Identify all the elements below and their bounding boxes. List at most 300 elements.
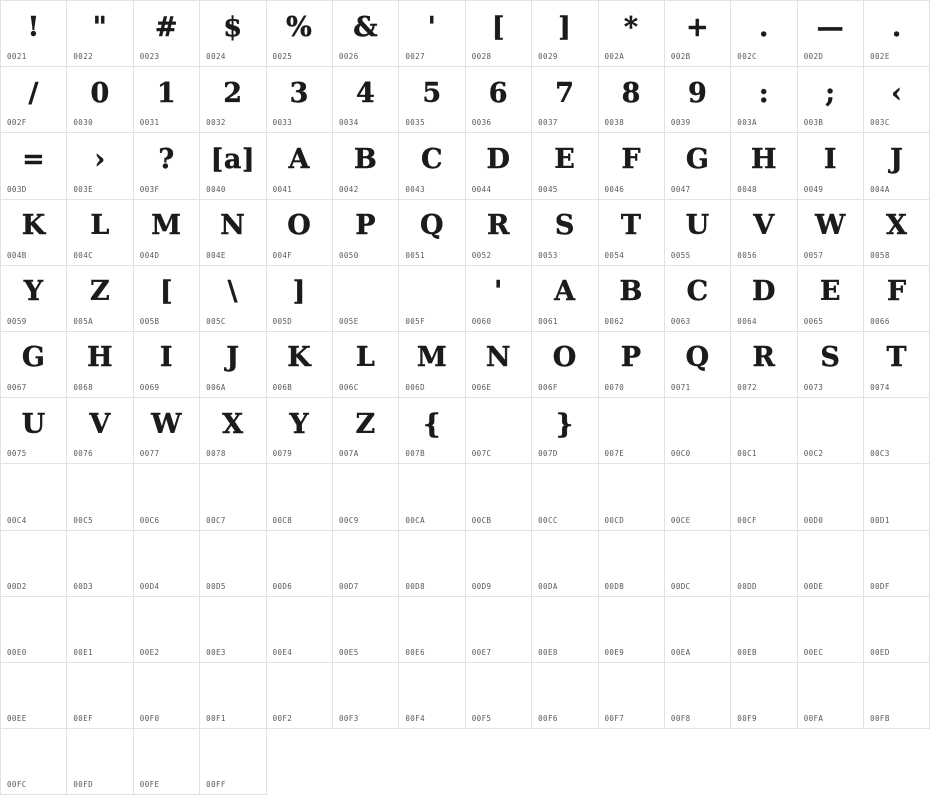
glyph-cell[interactable] <box>466 1 532 67</box>
glyph-codepoint: 0064 <box>737 316 757 326</box>
glyph-cell[interactable] <box>134 663 200 729</box>
glyph-cell[interactable] <box>200 663 266 729</box>
glyph-cell[interactable] <box>134 133 200 199</box>
glyph-codepoint: 00DE <box>803 581 824 591</box>
glyph-cell[interactable] <box>532 133 598 199</box>
glyph-preview: 5 <box>422 77 442 109</box>
glyph-codepoint: 0051 <box>405 250 426 260</box>
glyph-preview: P <box>620 342 642 374</box>
glyph-codepoint: 0023 <box>139 52 160 62</box>
glyph-cell[interactable] <box>532 398 598 464</box>
glyph-codepoint: 003A <box>737 118 757 128</box>
glyph-preview: E <box>554 143 576 175</box>
glyph-codepoint: 0048 <box>737 184 757 194</box>
glyph-cell[interactable] <box>333 1 399 67</box>
glyph-codepoint: 0052 <box>471 250 492 260</box>
glyph-codepoint: 0042 <box>338 184 359 194</box>
glyph-preview: E <box>819 276 841 308</box>
glyph-cell[interactable] <box>200 133 266 199</box>
glyph-preview: G <box>21 342 46 374</box>
glyph-cell[interactable] <box>665 531 731 597</box>
glyph-cell[interactable] <box>267 332 333 398</box>
glyph-cell[interactable] <box>134 200 200 266</box>
glyph-cell[interactable] <box>267 597 333 663</box>
glyph-cell[interactable] <box>532 464 598 530</box>
glyph-codepoint: 0067 <box>7 383 27 393</box>
glyph-codepoint: 0075 <box>7 449 27 459</box>
glyph-cell[interactable] <box>864 266 930 332</box>
glyph-codepoint: 00ED <box>870 647 890 657</box>
glyph-preview: U <box>685 210 710 242</box>
glyph-preview: O <box>552 342 577 374</box>
glyph-cell[interactable] <box>665 200 731 266</box>
glyph-cell[interactable] <box>67 67 133 133</box>
glyph-cell[interactable] <box>333 597 399 663</box>
glyph-cell[interactable] <box>731 133 797 199</box>
glyph-codepoint: 0061 <box>538 316 558 326</box>
glyph-cell[interactable] <box>399 531 465 597</box>
glyph-cell[interactable] <box>864 663 930 729</box>
glyph-cell[interactable] <box>599 597 665 663</box>
glyph-codepoint: 00D4 <box>139 581 160 591</box>
glyph-cell[interactable] <box>532 266 598 332</box>
glyph-cell[interactable] <box>200 597 266 663</box>
glyph-cell[interactable] <box>67 597 133 663</box>
glyph-preview: \ <box>227 276 239 308</box>
glyph-codepoint: 0033 <box>272 118 293 128</box>
glyph-codepoint: 0056 <box>737 250 757 260</box>
glyph-codepoint: 0053 <box>538 250 558 260</box>
glyph-cell[interactable] <box>864 398 930 464</box>
glyph-cell[interactable] <box>267 398 333 464</box>
glyph-codepoint: 00D5 <box>206 581 226 591</box>
glyph-cell[interactable] <box>67 663 133 729</box>
glyph-codepoint: 007A <box>338 449 359 459</box>
glyph-cell[interactable] <box>67 398 133 464</box>
glyph-cell[interactable] <box>731 200 797 266</box>
glyph-cell[interactable] <box>399 597 465 663</box>
glyph-codepoint: 00C2 <box>803 449 824 459</box>
glyph-cell[interactable] <box>864 67 930 133</box>
glyph-cell[interactable] <box>798 398 864 464</box>
glyph-codepoint: 003B <box>803 118 824 128</box>
glyph-cell[interactable] <box>200 398 266 464</box>
glyph-cell[interactable] <box>333 531 399 597</box>
glyph-cell[interactable] <box>798 133 864 199</box>
glyph-cell[interactable] <box>67 531 133 597</box>
glyph-codepoint: 00DF <box>870 581 890 591</box>
glyph-codepoint: 004E <box>206 250 226 260</box>
glyph-codepoint: 0073 <box>803 383 824 393</box>
glyph-codepoint: 002B <box>670 52 691 62</box>
glyph-cell[interactable] <box>599 398 665 464</box>
glyph-cell[interactable] <box>864 464 930 530</box>
glyph-codepoint: 00E8 <box>538 647 558 657</box>
glyph-codepoint: 0029 <box>538 52 558 62</box>
glyph-cell[interactable] <box>532 332 598 398</box>
glyph-cell[interactable] <box>599 332 665 398</box>
glyph-preview: { <box>423 408 441 440</box>
glyph-codepoint: 00FF <box>206 780 226 790</box>
glyph-codepoint: 00D7 <box>338 581 359 591</box>
glyph-cell[interactable] <box>1 597 67 663</box>
glyph-cell[interactable] <box>864 200 930 266</box>
glyph-codepoint: 00E5 <box>338 647 359 657</box>
glyph-codepoint: 00CC <box>538 515 558 525</box>
glyph-codepoint: 0047 <box>670 184 691 194</box>
glyph-cell[interactable] <box>134 398 200 464</box>
glyph-cell[interactable] <box>466 398 532 464</box>
glyph-cell[interactable] <box>67 332 133 398</box>
glyph-codepoint: 004F <box>272 250 293 260</box>
glyph-preview: Z <box>355 408 376 440</box>
glyph-codepoint: 005B <box>139 316 160 326</box>
glyph-cell[interactable] <box>599 464 665 530</box>
glyph-cell[interactable] <box>1 663 67 729</box>
glyph-cell[interactable] <box>399 398 465 464</box>
glyph-codepoint: 00D3 <box>73 581 94 591</box>
glyph-codepoint: 006B <box>272 383 293 393</box>
glyph-codepoint: 0025 <box>272 52 293 62</box>
glyph-preview: 7 <box>555 77 575 109</box>
glyph-cell[interactable] <box>67 200 133 266</box>
glyph-codepoint: 005D <box>272 316 293 326</box>
glyph-codepoint: 006C <box>338 383 359 393</box>
glyph-cell[interactable] <box>798 332 864 398</box>
glyph-preview: Q <box>420 210 445 242</box>
glyph-codepoint: 006D <box>405 383 426 393</box>
glyph-cell[interactable] <box>599 1 665 67</box>
glyph-cell[interactable] <box>200 729 266 795</box>
glyph-preview: ] <box>292 276 306 308</box>
glyph-cell[interactable] <box>267 531 333 597</box>
glyph-preview: " <box>92 11 108 43</box>
glyph-codepoint: 00E2 <box>139 647 160 657</box>
glyph-cell[interactable] <box>731 398 797 464</box>
glyph-cell[interactable] <box>399 200 465 266</box>
glyph-preview: Y <box>289 408 310 440</box>
glyph-cell[interactable] <box>532 200 598 266</box>
glyph-codepoint: 00D9 <box>471 581 492 591</box>
glyph-cell[interactable] <box>333 398 399 464</box>
glyph-preview: 6 <box>488 77 509 109</box>
glyph-codepoint: 007D <box>538 449 558 459</box>
glyph-cell[interactable] <box>200 531 266 597</box>
glyph-cell[interactable] <box>532 531 598 597</box>
glyph-codepoint: 0031 <box>139 118 160 128</box>
glyph-preview: . <box>891 11 902 43</box>
glyph-cell[interactable] <box>267 200 333 266</box>
glyph-cell[interactable] <box>333 266 399 332</box>
glyph-cell[interactable] <box>466 531 532 597</box>
glyph-cell[interactable] <box>731 1 797 67</box>
glyph-cell[interactable] <box>134 464 200 530</box>
glyph-preview: K <box>21 210 46 242</box>
glyph-codepoint: 00C0 <box>670 449 691 459</box>
glyph-codepoint: 00FA <box>803 714 824 724</box>
glyph-codepoint: 00F3 <box>338 714 359 724</box>
glyph-cell[interactable] <box>665 663 731 729</box>
glyph-codepoint: 003D <box>7 184 27 194</box>
glyph-preview: A <box>288 143 310 175</box>
glyph-cell[interactable] <box>665 266 731 332</box>
glyph-cell[interactable] <box>333 663 399 729</box>
glyph-preview: 1 <box>156 77 177 109</box>
glyph-cell[interactable] <box>731 663 797 729</box>
glyph-cell[interactable] <box>798 200 864 266</box>
glyph-cell[interactable] <box>665 464 731 530</box>
glyph-cell[interactable] <box>399 1 465 67</box>
glyph-cell[interactable] <box>532 1 598 67</box>
glyph-cell[interactable] <box>665 597 731 663</box>
glyph-cell[interactable] <box>798 597 864 663</box>
glyph-preview: X <box>886 210 908 242</box>
glyph-codepoint: 0044 <box>471 184 492 194</box>
glyph-codepoint: 0024 <box>206 52 226 62</box>
glyph-cell[interactable] <box>466 200 532 266</box>
glyph-cell[interactable] <box>599 67 665 133</box>
glyph-cell[interactable] <box>665 133 731 199</box>
glyph-cell[interactable] <box>599 133 665 199</box>
glyph-cell[interactable] <box>466 67 532 133</box>
glyph-cell[interactable] <box>731 332 797 398</box>
glyph-codepoint: 007E <box>604 449 625 459</box>
glyph-codepoint: 002D <box>803 52 824 62</box>
glyph-cell[interactable] <box>798 531 864 597</box>
glyph-codepoint: 0035 <box>405 118 426 128</box>
glyph-cell[interactable] <box>532 67 598 133</box>
glyph-cell[interactable] <box>67 133 133 199</box>
glyph-preview: F <box>621 143 642 175</box>
glyph-codepoint: 00CA <box>405 515 426 525</box>
glyph-codepoint: 0066 <box>870 316 890 326</box>
glyph-preview: Z <box>89 276 111 308</box>
glyph-cell[interactable] <box>599 531 665 597</box>
glyph-cell[interactable] <box>731 67 797 133</box>
glyph-cell[interactable] <box>864 597 930 663</box>
glyph-codepoint: 00FD <box>73 780 94 790</box>
glyph-cell[interactable] <box>1 200 67 266</box>
glyph-preview: › <box>94 143 106 175</box>
glyph-codepoint: 00C7 <box>206 515 226 525</box>
glyph-codepoint: 00DC <box>670 581 691 591</box>
glyph-codepoint: 0074 <box>870 383 890 393</box>
glyph-cell[interactable] <box>599 266 665 332</box>
glyph-cell[interactable] <box>67 464 133 530</box>
glyph-cell[interactable] <box>67 729 133 795</box>
glyph-cell[interactable] <box>798 464 864 530</box>
glyph-cell[interactable] <box>466 663 532 729</box>
glyph-codepoint: 00F8 <box>670 714 691 724</box>
glyph-cell[interactable] <box>1 67 67 133</box>
glyph-cell[interactable] <box>798 266 864 332</box>
glyph-cell[interactable] <box>466 266 532 332</box>
glyph-preview: # <box>154 11 179 43</box>
glyph-preview: 2 <box>223 77 243 109</box>
glyph-cell[interactable] <box>731 266 797 332</box>
glyph-codepoint: 0021 <box>7 52 27 62</box>
glyph-cell[interactable] <box>466 133 532 199</box>
glyph-codepoint: 0043 <box>405 184 426 194</box>
glyph-cell[interactable] <box>134 1 200 67</box>
glyph-preview: V <box>753 210 775 242</box>
glyph-cell[interactable] <box>798 663 864 729</box>
glyph-codepoint: 00CD <box>604 515 625 525</box>
glyph-cell[interactable] <box>267 67 333 133</box>
glyph-cell[interactable] <box>798 1 864 67</box>
glyph-cell[interactable] <box>665 398 731 464</box>
glyph-preview: R <box>486 210 510 242</box>
glyph-cell[interactable] <box>333 464 399 530</box>
glyph-codepoint: 00C8 <box>272 515 293 525</box>
glyph-preview: I <box>823 143 837 175</box>
glyph-cell[interactable] <box>864 332 930 398</box>
glyph-preview: ' <box>494 276 503 308</box>
glyph-cell[interactable] <box>200 200 266 266</box>
glyph-cell[interactable] <box>67 266 133 332</box>
glyph-cell[interactable] <box>1 133 67 199</box>
glyph-cell[interactable] <box>200 1 266 67</box>
glyph-cell[interactable] <box>665 67 731 133</box>
glyph-cell[interactable] <box>267 1 333 67</box>
glyph-cell[interactable] <box>864 1 930 67</box>
glyph-cell[interactable] <box>1 729 67 795</box>
glyph-codepoint: 00C9 <box>338 515 359 525</box>
glyph-codepoint: 0060 <box>471 316 492 326</box>
glyph-cell[interactable] <box>267 464 333 530</box>
glyph-codepoint: 0022 <box>73 52 94 62</box>
glyph-preview: C <box>421 143 444 175</box>
glyph-codepoint: 00EF <box>73 714 94 724</box>
glyph-preview: B <box>353 143 378 175</box>
glyph-preview: / <box>28 77 39 109</box>
glyph-cell[interactable] <box>200 266 266 332</box>
glyph-cell[interactable] <box>399 266 465 332</box>
glyph-cell[interactable] <box>864 531 930 597</box>
glyph-cell[interactable] <box>200 332 266 398</box>
glyph-codepoint: 0055 <box>670 250 691 260</box>
glyph-cell[interactable] <box>134 67 200 133</box>
glyph-cell[interactable] <box>1 332 67 398</box>
glyph-cell[interactable] <box>599 200 665 266</box>
glyph-cell[interactable] <box>399 663 465 729</box>
glyph-codepoint: 00C4 <box>7 515 27 525</box>
glyph-cell[interactable] <box>731 531 797 597</box>
glyph-codepoint: 00CF <box>737 515 757 525</box>
glyph-cell[interactable] <box>1 1 67 67</box>
glyph-cell[interactable] <box>864 133 930 199</box>
glyph-codepoint: 007C <box>471 449 492 459</box>
glyph-preview: N <box>220 210 246 242</box>
glyph-cell[interactable] <box>532 597 598 663</box>
glyph-preview: W <box>151 408 182 440</box>
glyph-codepoint: 007B <box>405 449 426 459</box>
glyph-cell[interactable] <box>399 332 465 398</box>
glyph-codepoint: 0071 <box>670 383 691 393</box>
glyph-codepoint: 0036 <box>471 118 492 128</box>
glyph-cell[interactable] <box>200 67 266 133</box>
glyph-codepoint: 00C3 <box>870 449 890 459</box>
glyph-cell[interactable] <box>333 200 399 266</box>
glyph-cell[interactable] <box>466 332 532 398</box>
glyph-preview: } <box>555 408 574 440</box>
glyph-codepoint: 00EA <box>670 647 691 657</box>
glyph-cell[interactable] <box>665 332 731 398</box>
glyph-codepoint: 00DB <box>604 581 625 591</box>
glyph-codepoint: 00F9 <box>737 714 757 724</box>
glyph-cell[interactable] <box>665 1 731 67</box>
glyph-cell[interactable] <box>1 398 67 464</box>
glyph-cell[interactable] <box>1 266 67 332</box>
glyph-cell[interactable] <box>333 133 399 199</box>
glyph-codepoint: 004B <box>7 250 27 260</box>
glyph-cell[interactable] <box>333 67 399 133</box>
glyph-cell[interactable] <box>1 531 67 597</box>
glyph-cell[interactable] <box>532 663 598 729</box>
glyph-codepoint: 0045 <box>538 184 558 194</box>
glyph-cell[interactable] <box>267 663 333 729</box>
glyph-cell[interactable] <box>731 464 797 530</box>
glyph-preview: P <box>355 210 377 242</box>
glyph-cell[interactable] <box>798 67 864 133</box>
glyph-codepoint: 003C <box>870 118 890 128</box>
glyph-codepoint: 006E <box>471 383 492 393</box>
glyph-codepoint: 005A <box>73 316 94 326</box>
glyph-cell[interactable] <box>399 67 465 133</box>
glyph-cell[interactable] <box>599 663 665 729</box>
glyph-cell[interactable] <box>731 597 797 663</box>
glyph-preview: K <box>287 342 312 374</box>
glyph-codepoint: 0068 <box>73 383 94 393</box>
glyph-codepoint: 0050 <box>338 250 359 260</box>
glyph-cell[interactable] <box>466 464 532 530</box>
glyph-preview: [ <box>159 276 174 308</box>
glyph-cell[interactable] <box>134 332 200 398</box>
glyph-cell[interactable] <box>267 266 333 332</box>
glyph-preview: H <box>750 143 777 175</box>
glyph-cell[interactable] <box>200 464 266 530</box>
glyph-cell[interactable] <box>1 464 67 530</box>
glyph-cell[interactable] <box>134 531 200 597</box>
glyph-codepoint: 00E6 <box>405 647 426 657</box>
glyph-codepoint: 00F2 <box>272 714 293 724</box>
glyph-cell[interactable] <box>333 332 399 398</box>
glyph-codepoint: 00FE <box>139 780 160 790</box>
glyph-preview: ‹ <box>891 77 903 109</box>
glyph-preview: ] <box>558 11 572 43</box>
glyph-codepoint: 0065 <box>803 316 824 326</box>
glyph-cell[interactable] <box>267 133 333 199</box>
glyph-cell[interactable] <box>399 464 465 530</box>
glyph-cell[interactable] <box>67 1 133 67</box>
glyph-codepoint: 0032 <box>206 118 226 128</box>
glyph-codepoint: 00D1 <box>870 515 890 525</box>
glyph-preview: T <box>886 342 908 374</box>
glyph-cell[interactable] <box>134 597 200 663</box>
glyph-codepoint: 0027 <box>405 52 426 62</box>
glyph-codepoint: 00E4 <box>272 647 293 657</box>
glyph-preview: — <box>816 11 845 43</box>
glyph-codepoint: 0062 <box>604 316 625 326</box>
glyph-cell[interactable] <box>134 266 200 332</box>
glyph-cell[interactable] <box>134 729 200 795</box>
glyph-codepoint: 00E0 <box>7 647 27 657</box>
glyph-cell[interactable] <box>466 597 532 663</box>
glyph-preview: ; <box>825 77 836 109</box>
glyph-codepoint: 00E3 <box>206 647 226 657</box>
glyph-codepoint: 00EB <box>737 647 757 657</box>
glyph-cell[interactable] <box>399 133 465 199</box>
